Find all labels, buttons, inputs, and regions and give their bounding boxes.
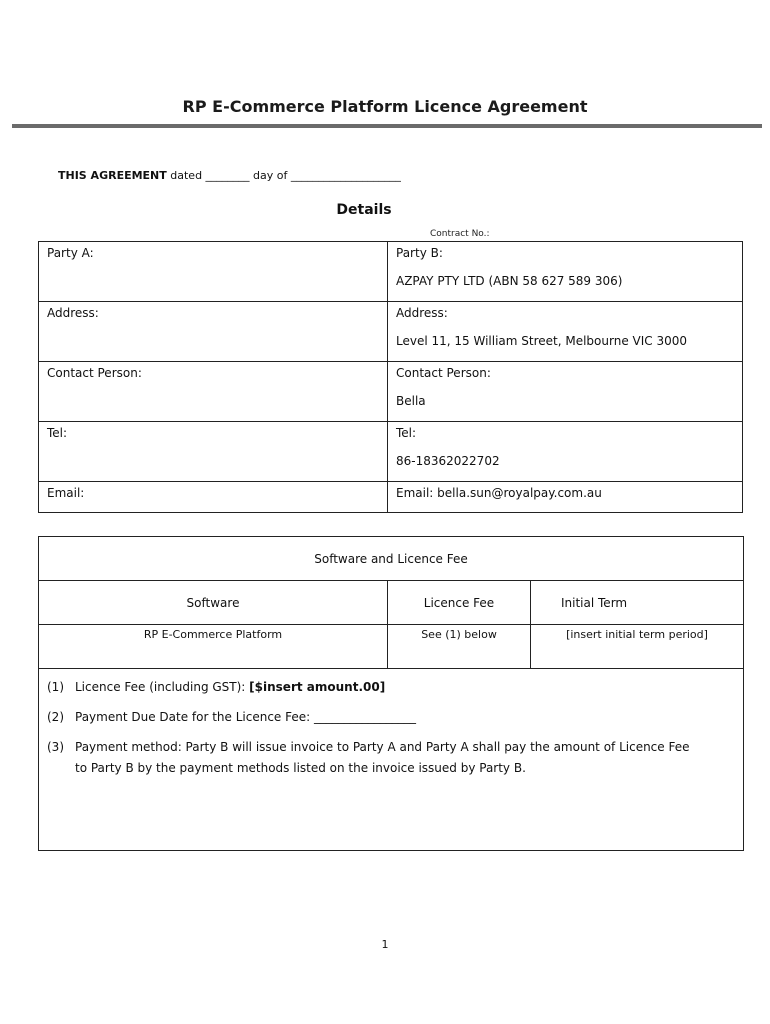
party-b-contact-label: Contact Person: (396, 366, 491, 380)
party-a-contact-cell (39, 362, 388, 422)
fee-note (47, 677, 735, 697)
party-b-email-cell (388, 482, 743, 513)
party-b-address: Level 11, 15 William Street, Melbourne VIC 3000 (396, 334, 687, 348)
licence-fee-amount: [$insert amount.00] (249, 680, 386, 694)
agreement-date-blanks: dated ________ day of ____________________ (166, 169, 401, 182)
initial-term-header: Initial Term (531, 581, 744, 625)
contract-number-label: Contract No.: (430, 229, 490, 239)
party-b-tel-cell (388, 422, 743, 482)
party-a-address-label: Address: (47, 306, 99, 320)
party-a-tel-label: Tel: (47, 426, 68, 440)
party-a-address-cell (39, 302, 388, 362)
details-heading: Details (336, 202, 392, 218)
party-b-tel-label: Tel: (396, 426, 417, 440)
licence-fee-table (38, 536, 744, 851)
fee-notes-cell (39, 669, 744, 851)
note-text: Payment method: Party B will issue invoice to Party A and Party A shall pay the amount of Licence Fee (75, 740, 690, 754)
party-b-email-label: Email: (396, 486, 434, 500)
party-a-email-label: Email: (47, 486, 85, 500)
party-a-tel-cell (39, 422, 388, 482)
initial-term-value: [insert initial term period] (531, 625, 744, 669)
party-b-name: AZPAY PTY LTD (ABN 58 627 589 306) (396, 274, 623, 288)
fee-note (47, 737, 735, 779)
fee-table-title: Software and Licence Fee (39, 537, 744, 581)
table-row (39, 537, 744, 581)
party-b-address-cell (388, 302, 743, 362)
table-row (39, 302, 743, 362)
table-row (39, 362, 743, 422)
table-row (39, 242, 743, 302)
table-row (39, 625, 744, 669)
licence-fee-value: See (1) below (388, 625, 531, 669)
party-a-email-cell (39, 482, 388, 513)
table-header-row (39, 581, 744, 625)
parties-table (38, 241, 743, 513)
title-divider (12, 124, 762, 128)
party-a-contact-label: Contact Person: (47, 366, 142, 380)
party-b-contact-cell (388, 362, 743, 422)
note-number: (1) (47, 680, 64, 694)
fee-note (47, 707, 735, 727)
table-row (39, 669, 744, 851)
party-b-address-label: Address: (396, 306, 448, 320)
party-b-contact: Bella (396, 394, 426, 408)
document-title: RP E-Commerce Platform Licence Agreement (182, 97, 588, 116)
party-a-cell (39, 242, 388, 302)
note-text: Payment Due Date for the Licence Fee: _________________ (75, 710, 416, 724)
software-header: Software (39, 581, 388, 625)
party-b-email: bella.sun@royalpay.com.au (437, 486, 602, 500)
page-number: 1 (381, 938, 389, 951)
party-b-tel: 86-18362022702 (396, 454, 500, 468)
software-value: RP E-Commerce Platform (39, 625, 388, 669)
party-a-label: Party A: (47, 246, 94, 260)
note-number: (2) (47, 710, 64, 724)
agreement-date-line (58, 169, 401, 182)
party-b-label: Party B: (396, 246, 443, 260)
agreement-label: THIS AGREEMENT (58, 169, 167, 182)
note-text: Licence Fee (including GST): (75, 680, 250, 694)
note-text-continued: to Party B by the payment methods listed on the invoice issued by Party B. (75, 761, 526, 775)
party-b-cell (388, 242, 743, 302)
note-number: (3) (47, 740, 64, 754)
table-row (39, 482, 743, 513)
table-row (39, 422, 743, 482)
licence-fee-header: Licence Fee (388, 581, 531, 625)
